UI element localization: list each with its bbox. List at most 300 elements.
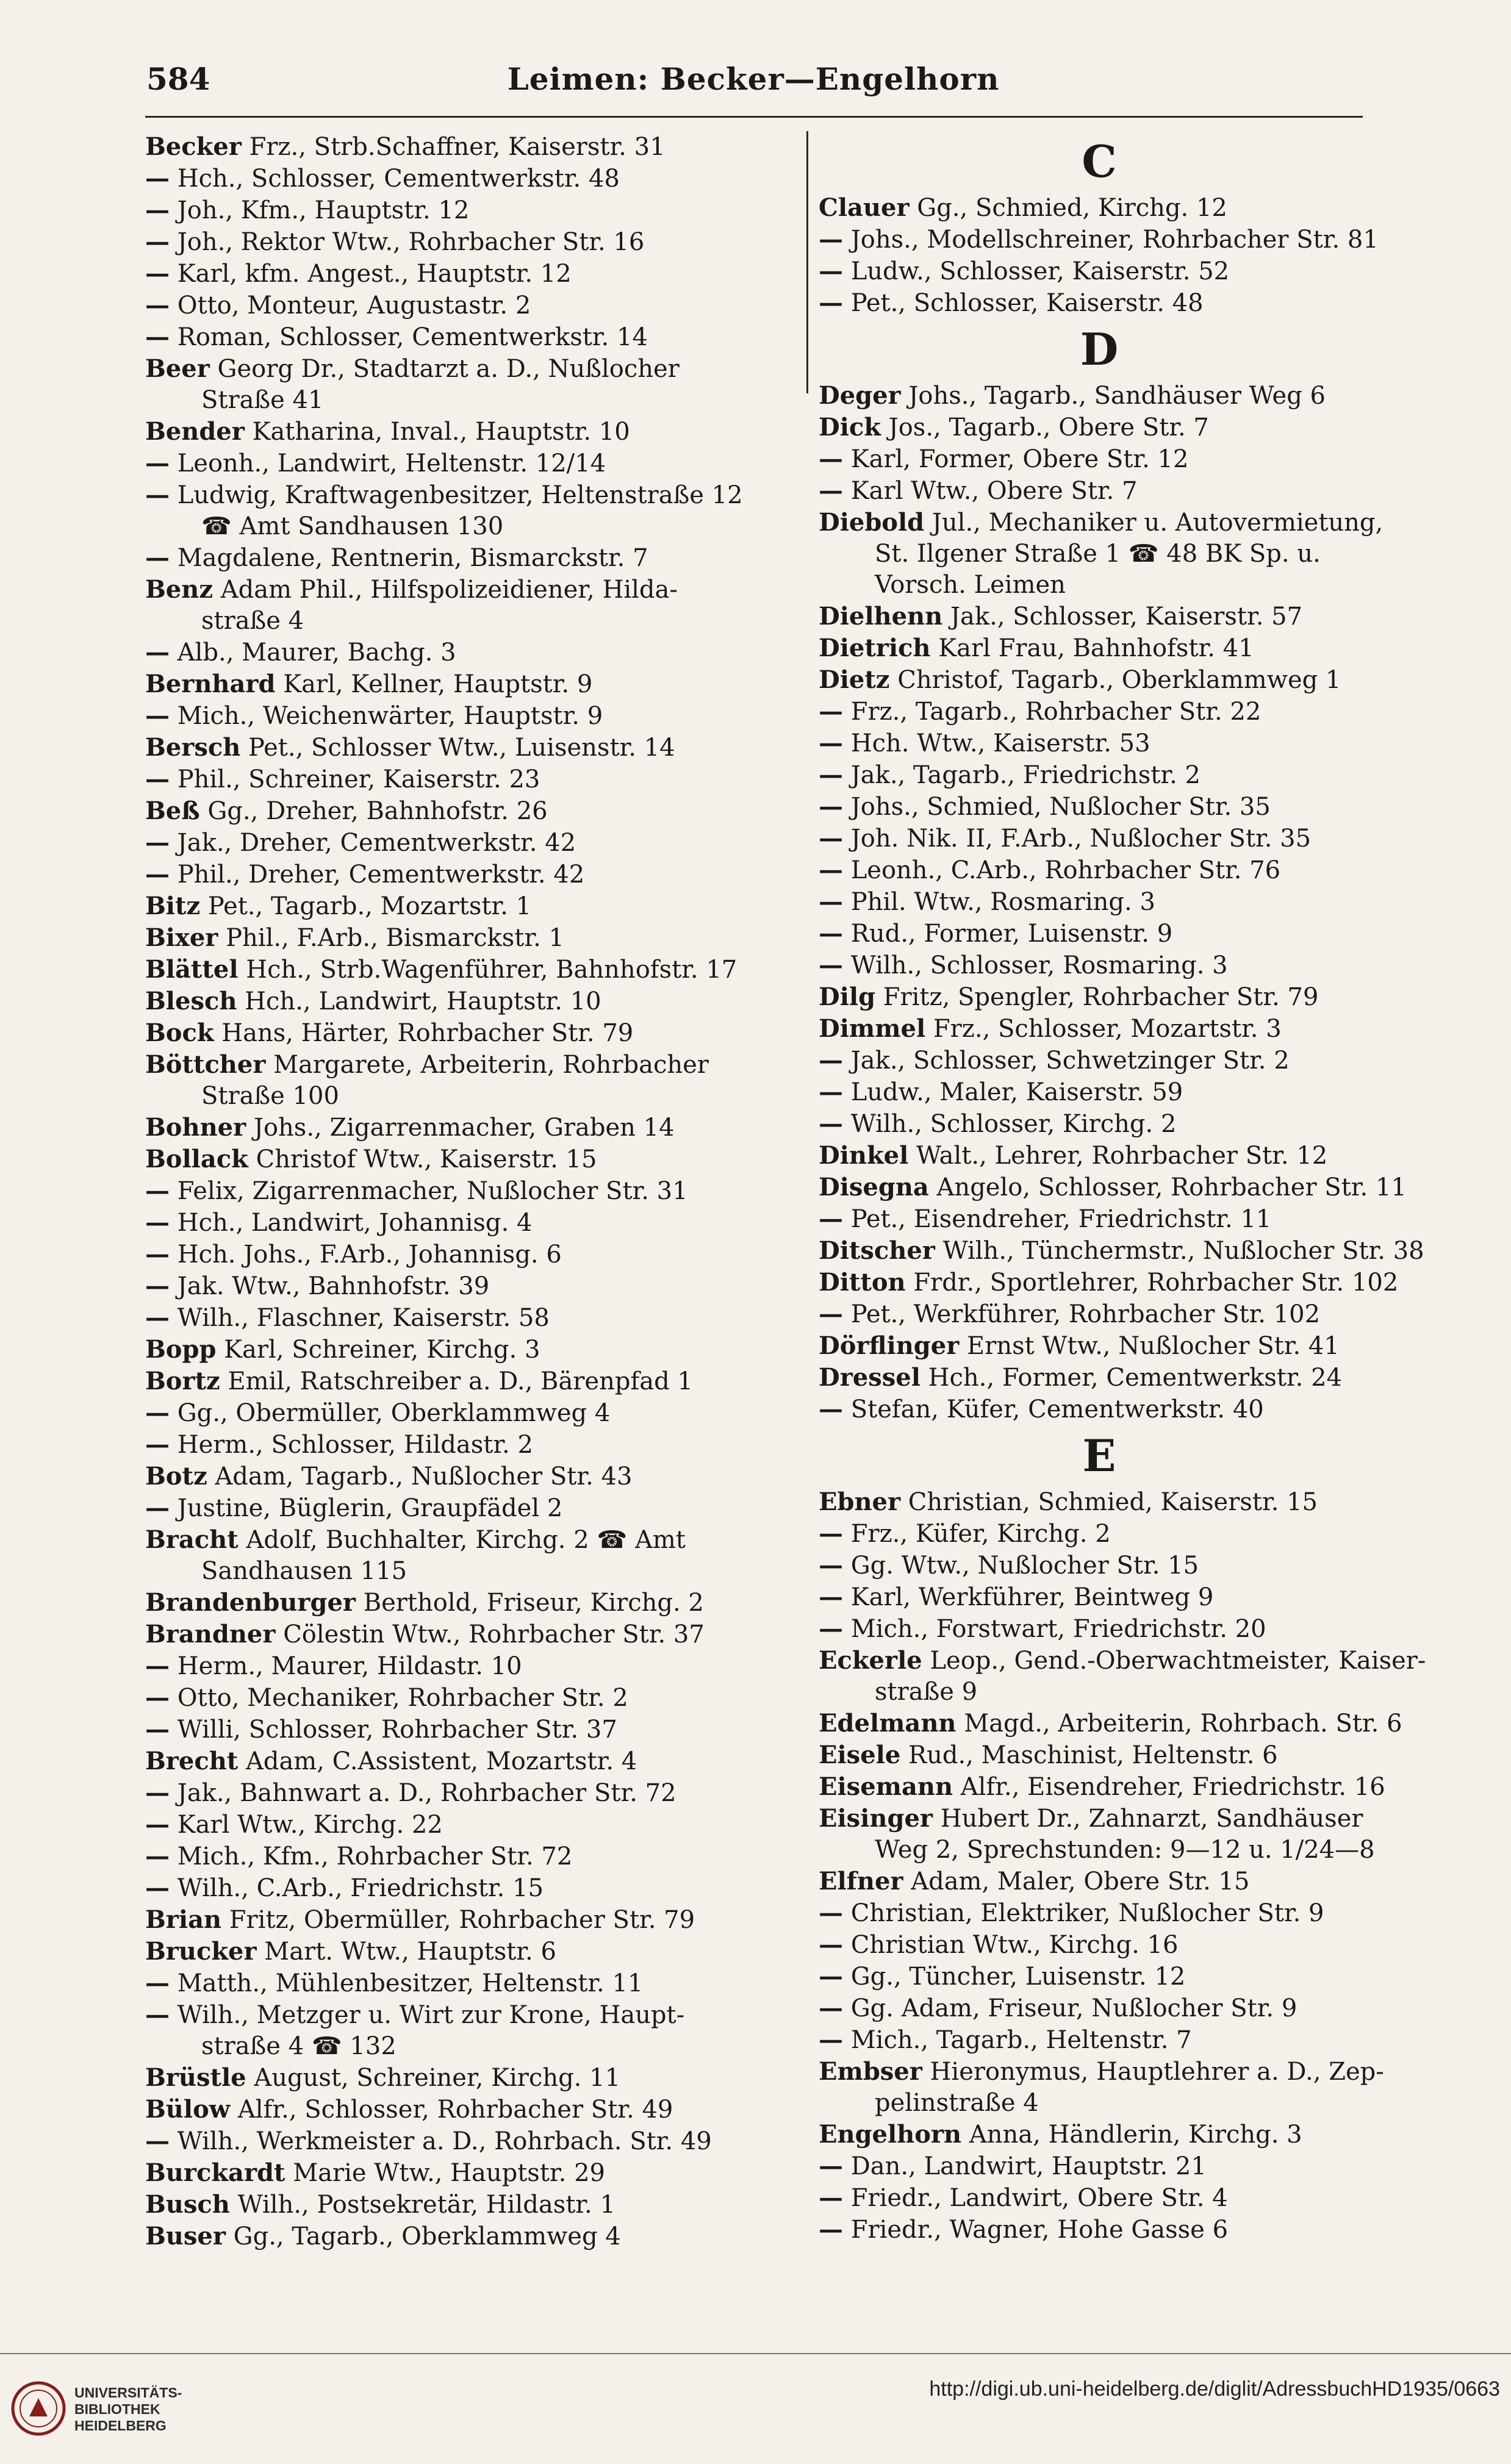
directory-entry	[145, 1302, 792, 1334]
entry-details: Wilh., C.Arb., Friedrichstr. 15	[177, 1874, 544, 1902]
entry-surname: Bollack	[145, 1145, 248, 1173]
directory-entry	[819, 2151, 1380, 2182]
entry-details: Magd., Arbeiterin, Rohrbach. Str. 6	[964, 1710, 1402, 1738]
entry-details: Adam, C.Assistent, Mozartstr. 4	[245, 1747, 637, 1775]
entry-surname: Disegna	[819, 1173, 929, 1202]
entry-details: Hch., Schlosser, Cementwerkstr. 48	[177, 165, 620, 193]
directory-entry	[819, 1330, 1380, 1362]
directory-entry	[145, 890, 792, 922]
entry-surname: —	[819, 729, 843, 757]
entry-details: Hieronymus, Hauptlehrer a. D., Zep-	[930, 2058, 1384, 2086]
entry-surname: —	[145, 2127, 170, 2155]
entry-details: Christian, Elektriker, Nußlocher Str. 9	[850, 1899, 1324, 1927]
directory-entry	[145, 1619, 792, 1650]
entry-details: Roman, Schlosser, Cementwerkstr. 14	[177, 323, 648, 351]
entry-details: Otto, Monteur, Augustastr. 2	[177, 292, 531, 320]
entry-details: Weg 2, Sprechstunden: 9—12 u. 1/24—8	[875, 1836, 1375, 1864]
entry-surname: —	[819, 2152, 843, 2180]
directory-entry	[819, 2119, 1380, 2151]
entry-details: Felix, Zigarrenmacher, Nußlocher Str. 31	[177, 1177, 688, 1205]
directory-entry	[819, 1897, 1380, 1929]
directory-entry	[145, 1334, 792, 1366]
entry-surname: —	[819, 2025, 843, 2054]
entry-surname: —	[145, 481, 170, 509]
entry-details: Hubert Dr., Zahnarzt, Sandhäuser	[940, 1805, 1363, 1833]
directory-entry	[145, 1809, 792, 1841]
directory-entry	[145, 542, 792, 574]
entry-details: Wilh., Metzger u. Wirt zur Krone, Haupt-	[177, 2001, 685, 2029]
entry-details: Christof, Tagarb., Oberklammweg 1	[897, 666, 1341, 694]
entry-surname: —	[145, 227, 170, 256]
entry-surname: —	[145, 1874, 170, 1902]
page-number: 584	[146, 61, 210, 97]
entry-details: Margarete, Arbeiterin, Rohrbacher	[273, 1051, 709, 1079]
entry-surname: —	[145, 828, 170, 857]
directory-entry	[145, 637, 792, 668]
entry-details: Alfr., Eisendreher, Friedrichstr. 16	[960, 1773, 1385, 1801]
entry-surname: —	[819, 1205, 843, 1233]
entry-details: Ernst Wtw., Nußlocher Str. 41	[967, 1332, 1340, 1360]
directory-entry	[819, 1108, 1380, 1140]
entry-surname: Eisemann	[819, 1772, 953, 1801]
right-column	[819, 131, 1426, 2246]
entry-details: Phil. Wtw., Rosmaring. 3	[850, 888, 1155, 916]
entry-details: Mich., Weichenwärter, Hauptstr. 9	[177, 702, 603, 730]
library-line: UNIVERSITÄTS-	[74, 2385, 182, 2401]
directory-entry	[145, 732, 792, 764]
entry-surname: Beß	[145, 797, 200, 825]
entry-surname: Blesch	[145, 987, 237, 1015]
entry-details: Ludwig, Kraftwagenbesitzer, Heltenstraße 12	[177, 481, 743, 509]
entry-details: Cölestin Wtw., Rohrbacher Str. 37	[283, 1621, 705, 1649]
directory-entry	[145, 353, 792, 385]
directory-entry	[819, 192, 1380, 224]
letter-heading: E	[1082, 1430, 1116, 1481]
entry-details: Karl, Former, Obere Str. 12	[850, 445, 1189, 473]
directory-entry	[145, 290, 792, 321]
directory-entry	[819, 1394, 1380, 1425]
entry-details: Pet., Werkführer, Rohrbacher Str. 102	[850, 1300, 1321, 1328]
entry-surname: —	[145, 449, 170, 478]
entry-surname: —	[819, 887, 843, 916]
directory-entry	[145, 2189, 792, 2221]
footer-rule	[0, 2353, 1511, 2354]
entry-details: Vorsch. Leimen	[875, 571, 1066, 599]
entry-details: Justine, Büglerin, Graupfädel 2	[177, 1494, 563, 1522]
directory-entry	[819, 256, 1380, 287]
entry-surname: Brian	[145, 1905, 222, 1934]
entry-surname: Ditscher	[819, 1236, 935, 1265]
entry-details: Pet., Eisendreher, Friedrichstr. 11	[850, 1205, 1272, 1233]
directory-entry	[145, 1587, 792, 1619]
entry-details: Gg., Tagarb., Oberklammweg 4	[233, 2222, 621, 2251]
directory-entry	[145, 986, 792, 1017]
directory-entry	[819, 696, 1380, 728]
directory-entry	[145, 1524, 792, 1556]
entry-details: Wilh., Schlosser, Rosmaring. 3	[850, 951, 1228, 980]
directory-entry	[145, 1872, 792, 1904]
entry-details: Jak., Dreher, Cementwerkstr. 42	[177, 829, 576, 857]
directory-entry	[145, 1049, 792, 1081]
entry-details: Adolf, Buchhalter, Kirchg. 2 ☎ Amt	[246, 1526, 686, 1554]
entry-details: Gg. Adam, Friseur, Nußlocher Str. 9	[850, 1994, 1297, 2022]
entry-details: Phil., Schreiner, Kaiserstr. 23	[177, 765, 540, 793]
entry-continuation	[145, 2031, 792, 2062]
entry-surname: —	[145, 1176, 170, 1205]
entry-surname: —	[819, 1046, 843, 1075]
directory-entry	[819, 1486, 1380, 1518]
entry-details: Christian, Schmied, Kaiserstr. 15	[908, 1488, 1318, 1516]
entry-surname: —	[819, 1109, 843, 1138]
entry-surname: —	[819, 1300, 843, 1328]
entry-surname: —	[819, 225, 843, 254]
entry-details: Wilh., Schlosser, Kirchg. 2	[850, 1110, 1177, 1138]
directory-entry	[819, 224, 1380, 256]
directory-entry	[819, 1235, 1424, 1267]
entry-surname: Brandenburger	[145, 1588, 356, 1617]
entry-details: Jak. Wtw., Bahnhofstr. 39	[177, 1272, 490, 1300]
entry-surname: —	[145, 701, 170, 730]
entry-details: Stefan, Küfer, Cementwerkstr. 40	[850, 1395, 1264, 1424]
source-url-link[interactable]: http://digi.ub.uni-heidelberg.de/diglit/AdressbuchHD1935/0663	[929, 2377, 1500, 2401]
directory-entry	[145, 195, 792, 226]
directory-entry	[819, 1993, 1380, 2024]
directory-entry	[145, 859, 792, 890]
entry-details: Johs., Modellschreiner, Rohrbacher Str. 81	[850, 226, 1379, 254]
directory-entry	[819, 2024, 1380, 2056]
directory-entry	[145, 1270, 792, 1302]
entry-surname: Bohner	[145, 1113, 246, 1142]
directory-entry	[819, 1961, 1380, 1993]
entry-details: Emil, Ratschreiber a. D., Bärenpfad 1	[228, 1367, 693, 1395]
entry-surname: Becker	[145, 132, 242, 161]
entry-surname: Bixer	[145, 923, 218, 952]
directory-entry	[145, 827, 792, 859]
entry-surname: —	[145, 323, 170, 351]
directory-entry	[819, 1298, 1380, 1330]
entry-details: Mich., Kfm., Rohrbacher Str. 72	[177, 1843, 573, 1871]
entry-details: Jak., Schlosser, Kaiserstr. 57	[950, 603, 1303, 631]
entry-details: Frz., Küfer, Kirchg. 2	[850, 1520, 1111, 1548]
entry-details: Johs., Tagarb., Sandhäuser Weg 6	[908, 382, 1326, 410]
entry-surname: —	[145, 1430, 170, 1459]
directory-entry	[819, 507, 1384, 539]
directory-entry	[819, 1076, 1380, 1108]
entry-surname: —	[819, 1614, 843, 1643]
entry-surname: Bortz	[145, 1367, 220, 1395]
entry-details: Hch., Former, Cementwerkstr. 24	[928, 1364, 1342, 1392]
entry-details: August, Schreiner, Kirchg. 11	[254, 2064, 621, 2092]
entry-surname: —	[819, 2183, 843, 2212]
entry-details: Karl, Kellner, Hauptstr. 9	[283, 670, 593, 698]
directory-entry	[819, 1803, 1380, 1835]
directory-entry	[145, 1429, 792, 1461]
directory-entry	[819, 632, 1380, 664]
directory-entry	[145, 479, 792, 511]
directory-entry	[819, 823, 1380, 854]
entry-surname: Edelmann	[819, 1709, 956, 1738]
directory-entry	[145, 1207, 792, 1239]
entry-surname: Embser	[819, 2057, 922, 2086]
entry-surname: Dick	[819, 413, 881, 442]
entry-surname: Beer	[145, 354, 210, 383]
entry-details: Friedr., Landwirt, Obere Str. 4	[850, 2184, 1228, 2212]
entry-details: Adam, Tagarb., Nußlocher Str. 43	[215, 1463, 633, 1491]
entry-surname: Dressel	[819, 1363, 921, 1392]
directory-entry	[145, 416, 792, 448]
directory-entry	[145, 258, 792, 290]
entry-continuation	[145, 385, 792, 416]
entry-surname: —	[819, 1395, 843, 1424]
entry-surname: Deger	[819, 381, 901, 410]
entry-surname: —	[145, 1494, 170, 1522]
entry-details: Wilh., Tünchermstr., Nußlocher Str. 38	[942, 1237, 1424, 1265]
entry-surname: —	[145, 765, 170, 793]
directory-entry	[145, 321, 792, 353]
entry-surname: Benz	[145, 575, 214, 604]
entry-surname: Dielhenn	[819, 602, 943, 631]
entry-continuation	[819, 2088, 1380, 2119]
entry-surname: —	[145, 543, 170, 572]
directory-entry	[819, 1045, 1380, 1076]
entry-continuation	[819, 1677, 1380, 1708]
entry-surname: Burckardt	[145, 2158, 285, 2187]
entry-details: Leonh., Landwirt, Heltenstr. 12/14	[177, 449, 606, 478]
entry-surname: —	[819, 951, 843, 980]
directory-entry	[145, 1841, 792, 1872]
directory-entry	[145, 1239, 792, 1270]
entry-details: Matth., Mühlenbesitzer, Heltenstr. 11	[177, 1969, 644, 1997]
directory-entry	[145, 1936, 792, 1968]
entry-details: Wilh., Postsekretär, Hildastr. 1	[237, 2191, 616, 2219]
entry-surname: —	[819, 824, 843, 853]
directory-entry	[145, 1144, 792, 1175]
entry-surname: Eisinger	[819, 1804, 933, 1833]
entry-surname: Clauer	[819, 193, 910, 222]
entry-surname: —	[145, 1652, 170, 1680]
entry-details: ☎ Amt Sandhausen 130	[201, 512, 504, 540]
entry-details: pelinstraße 4	[875, 2089, 1039, 2117]
entry-surname: —	[145, 196, 170, 224]
entry-continuation	[819, 1835, 1380, 1866]
entry-details: Berthold, Friseur, Kirchg. 2	[363, 1589, 704, 1617]
entry-surname: —	[819, 2215, 843, 2244]
letter-heading: C	[1082, 135, 1117, 187]
entry-surname: —	[819, 288, 843, 317]
directory-entry	[819, 950, 1380, 981]
directory-entry	[819, 791, 1380, 823]
entry-surname: —	[819, 1551, 843, 1580]
entry-surname: Eisele	[819, 1741, 901, 1769]
entry-surname: —	[145, 1842, 170, 1871]
entry-details: Straße 41	[201, 386, 324, 414]
entry-surname: —	[145, 638, 170, 667]
entry-surname: —	[145, 2000, 170, 2029]
entry-details: Mart. Wtw., Hauptstr. 6	[264, 1938, 556, 1966]
entry-details: Adam, Maler, Obere Str. 15	[911, 1868, 1250, 1896]
entry-details: Friedr., Wagner, Hohe Gasse 6	[850, 2216, 1229, 2244]
entry-surname: —	[819, 792, 843, 821]
entry-surname: —	[819, 919, 843, 948]
header-rule	[145, 116, 1363, 118]
entry-surname: —	[819, 476, 843, 505]
letter-heading: D	[1080, 323, 1119, 375]
running-title: Leimen: Becker—Engelhorn	[507, 61, 1000, 97]
entry-details: Mich., Forstwart, Friedrichstr. 20	[850, 1615, 1266, 1643]
entry-details: Jak., Bahnwart a. D., Rohrbacher Str. 72	[177, 1779, 677, 1807]
directory-entry	[145, 131, 792, 163]
directory-entry	[145, 1904, 792, 1936]
directory-entry	[819, 854, 1380, 886]
entry-continuation	[145, 606, 792, 637]
viewer-footer	[0, 2353, 1511, 2464]
entry-details: Dan., Landwirt, Hauptstr. 21	[850, 2152, 1207, 2180]
entry-surname: —	[819, 1899, 843, 1927]
directory-entry	[819, 2056, 1384, 2088]
directory-entry	[819, 1739, 1380, 1771]
directory-entry	[819, 443, 1380, 475]
entry-details: Karl, Werkführer, Beintweg 9	[850, 1583, 1214, 1611]
entry-surname: —	[145, 259, 170, 288]
entry-surname: —	[145, 1303, 170, 1332]
directory-entry	[145, 1112, 792, 1144]
directory-entry	[819, 412, 1380, 443]
directory-entry	[819, 759, 1380, 791]
entry-surname: —	[819, 856, 843, 884]
entry-surname: Bersch	[145, 733, 241, 762]
entry-details: Otto, Mechaniker, Rohrbacher Str. 2	[177, 1684, 628, 1712]
entry-surname: Busch	[145, 2190, 230, 2219]
entry-details: Gg., Dreher, Bahnhofstr. 26	[207, 797, 548, 825]
directory-entry	[819, 664, 1380, 696]
entry-surname: Bock	[145, 1019, 214, 1047]
entry-details: Wilh., Werkmeister a. D., Rohrbach. Str. 49	[177, 2127, 712, 2155]
entry-details: Gg., Obermüller, Oberklammweg 4	[177, 1399, 611, 1427]
entry-surname: —	[145, 1399, 170, 1427]
entry-surname: —	[145, 1810, 170, 1839]
entry-surname: —	[819, 1519, 843, 1548]
directory-entry	[819, 1929, 1380, 1961]
entry-details: Joh., Rektor Wtw., Rohrbacher Str. 16	[177, 228, 645, 256]
entry-surname: —	[145, 1683, 170, 1712]
entry-details: Christof Wtw., Kaiserstr. 15	[256, 1145, 597, 1173]
entry-surname: Blättel	[145, 955, 239, 984]
entry-surname: Bernhard	[145, 670, 276, 698]
directory-entry	[819, 287, 1380, 319]
entry-continuation	[819, 570, 1380, 601]
entry-surname: Bitz	[145, 892, 201, 920]
directory-entry	[819, 2214, 1380, 2246]
directory-entry	[145, 1746, 792, 1777]
entry-details: Straße 100	[201, 1082, 339, 1110]
entry-surname: Dietrich	[819, 634, 931, 662]
directory-entry	[819, 1866, 1380, 1897]
entry-details: Adam Phil., Hilfspolizeidiener, Hilda-	[220, 576, 678, 604]
entry-surname: —	[145, 1969, 170, 1997]
entry-details: Jul., Mechaniker u. Autovermietung,	[931, 509, 1384, 537]
entry-details: Frz., Schlosser, Mozartstr. 3	[933, 1015, 1282, 1043]
directory-entry	[819, 1645, 1426, 1677]
entry-details: Joh., Kfm., Hauptstr. 12	[177, 196, 470, 224]
entry-details: Rud., Maschinist, Heltenstr. 6	[908, 1741, 1278, 1769]
entry-details: Rud., Former, Luisenstr. 9	[850, 920, 1173, 948]
directory-entry	[819, 2182, 1380, 2214]
entry-surname: —	[145, 1715, 170, 1744]
entry-details: Karl Wtw., Obere Str. 7	[850, 477, 1138, 505]
directory-entry	[145, 2157, 792, 2189]
directory-entry	[819, 918, 1380, 950]
entry-details: Marie Wtw., Hauptstr. 29	[293, 2159, 605, 2187]
directory-entry	[145, 1366, 792, 1397]
entry-surname: —	[145, 1208, 170, 1237]
entry-details: Hch. Johs., F.Arb., Johannisg. 6	[177, 1241, 562, 1269]
entry-details: Gg. Wtw., Nußlocher Str. 15	[850, 1552, 1199, 1580]
entry-surname: —	[819, 697, 843, 726]
entry-surname: Diebold	[819, 508, 925, 537]
directory-entry	[819, 475, 1380, 507]
entry-details: Anna, Händlerin, Kirchg. 3	[969, 2121, 1302, 2149]
entry-surname: —	[819, 1962, 843, 1991]
directory-entry	[145, 2126, 792, 2157]
directory-entry	[145, 1017, 792, 1049]
entry-surname: Brucker	[145, 1937, 257, 1966]
entry-surname: —	[819, 1078, 843, 1106]
entry-details: Alfr., Schlosser, Rohrbacher Str. 49	[237, 2096, 673, 2124]
entry-details: Sandhausen 115	[201, 1557, 407, 1585]
entry-details: Christian Wtw., Kirchg. 16	[850, 1931, 1179, 1959]
entry-details: Herm., Maurer, Hildastr. 10	[177, 1652, 522, 1680]
entry-details: Ludw., Schlosser, Kaiserstr. 52	[850, 257, 1230, 285]
directory-entry	[145, 1714, 792, 1746]
entry-surname: Dörflinger	[819, 1331, 960, 1360]
entry-surname: Ebner	[819, 1488, 901, 1516]
directory-entry	[819, 380, 1380, 412]
directory-entry	[819, 1172, 1407, 1203]
entry-surname: Buser	[145, 2222, 226, 2251]
entry-surname: Botz	[145, 1462, 207, 1491]
directory-entry	[819, 886, 1380, 918]
directory-entry	[819, 1362, 1380, 1394]
directory-entry	[819, 1518, 1380, 1550]
entry-details: Johs., Zigarrenmacher, Graben 14	[253, 1114, 675, 1142]
directory-entry	[145, 668, 792, 700]
library-line: BIBLIOTHEK	[74, 2401, 160, 2417]
entry-surname: —	[819, 1994, 843, 2022]
directory-entry	[145, 2094, 792, 2126]
entry-continuation	[145, 1556, 792, 1587]
entry-surname: —	[819, 1930, 843, 1959]
entry-surname: —	[145, 1778, 170, 1807]
directory-entry	[145, 764, 792, 795]
directory-entry	[819, 728, 1380, 759]
directory-entry	[145, 1650, 792, 1682]
entry-surname: Elfner	[819, 1867, 903, 1896]
entry-continuation	[819, 539, 1380, 570]
entry-details: Jak., Tagarb., Friedrichstr. 2	[850, 761, 1201, 789]
entry-details: Georg Dr., Stadtarzt a. D., Nußlocher	[217, 355, 680, 383]
entry-surname: —	[819, 761, 843, 789]
entry-details: Willi, Schlosser, Rohrbacher Str. 37	[177, 1716, 617, 1744]
entry-surname: Dietz	[819, 665, 890, 694]
entry-details: Johs., Schmied, Nußlocher Str. 35	[850, 793, 1271, 821]
entry-details: straße 4	[201, 607, 304, 635]
directory-entry	[145, 1397, 792, 1429]
entry-surname: Brüstle	[145, 2063, 246, 2092]
entry-surname: Brandner	[145, 1620, 276, 1649]
entry-details: Karl, kfm. Angest., Hauptstr. 12	[177, 260, 572, 288]
directory-entry	[145, 954, 792, 986]
entry-details: straße 9	[875, 1678, 978, 1706]
